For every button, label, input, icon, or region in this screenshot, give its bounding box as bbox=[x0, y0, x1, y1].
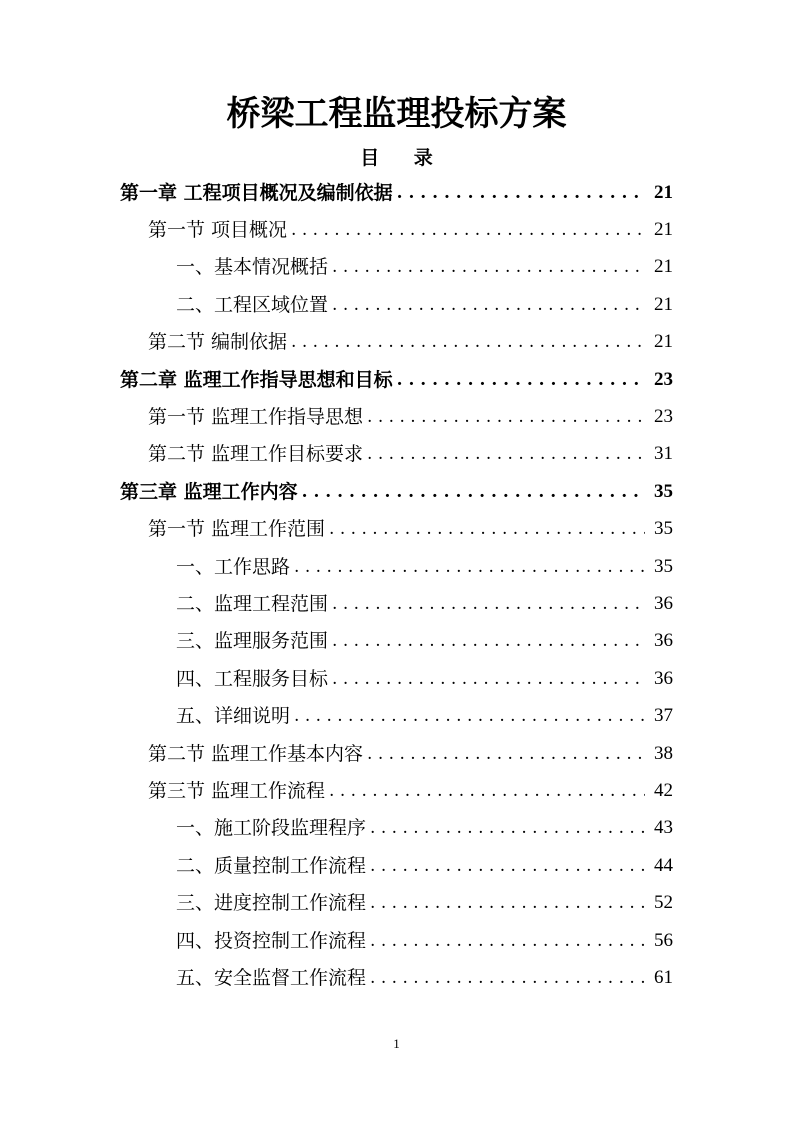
toc-entry[interactable] bbox=[176, 249, 673, 286]
toc-dot-leader bbox=[370, 929, 645, 953]
toc-entry-label: 第二节 监理工作基本内容 bbox=[148, 742, 364, 765]
toc-entry-label: 第二节 编制依据 bbox=[148, 331, 288, 354]
toc-dot-leader bbox=[367, 405, 645, 429]
toc-entry-page: 23 bbox=[654, 368, 673, 390]
toc-entry-label: 一、施工阶段监理程序 bbox=[176, 817, 367, 840]
toc-dot-leader bbox=[332, 667, 645, 691]
toc-entry-label: 第一节 监理工作范围 bbox=[148, 518, 326, 541]
toc-entry-page: 36 bbox=[654, 667, 673, 689]
toc-dot-leader bbox=[291, 330, 645, 354]
toc-dot-leader bbox=[329, 779, 645, 803]
toc-entry-label: 第一节 项目概况 bbox=[148, 218, 288, 241]
toc-entry-page: 23 bbox=[654, 405, 673, 427]
toc-entry-page: 36 bbox=[654, 592, 673, 614]
toc-entry-page: 31 bbox=[654, 443, 673, 465]
toc-entry[interactable] bbox=[120, 174, 673, 211]
toc-entry-page: 44 bbox=[654, 854, 673, 876]
toc-entry[interactable] bbox=[176, 548, 673, 585]
toc-entry[interactable] bbox=[176, 623, 673, 660]
toc-dot-leader bbox=[370, 854, 645, 878]
toc-entry[interactable] bbox=[176, 810, 673, 847]
toc-entry-page: 35 bbox=[654, 480, 673, 502]
toc-entry[interactable] bbox=[148, 511, 673, 548]
toc-entry[interactable] bbox=[148, 211, 673, 248]
toc-entry-page: 61 bbox=[654, 966, 673, 988]
page-number: 1 bbox=[393, 1036, 400, 1051]
toc-entry[interactable] bbox=[176, 286, 673, 323]
toc-heading: 目 录 bbox=[360, 147, 447, 169]
toc-dot-leader bbox=[370, 966, 645, 990]
toc-entry-label: 四、投资控制工作流程 bbox=[176, 929, 367, 952]
toc-entry-page: 38 bbox=[654, 742, 673, 764]
toc-entry-label: 五、详细说明 bbox=[176, 705, 291, 728]
toc-entry-page: 21 bbox=[654, 181, 673, 203]
toc-dot-leader bbox=[397, 368, 645, 392]
toc-entry-label: 第三章 监理工作内容 bbox=[120, 480, 298, 503]
toc-entry[interactable] bbox=[148, 398, 673, 435]
toc-entry-label: 第三节 监理工作流程 bbox=[148, 779, 326, 802]
toc-dot-leader bbox=[370, 891, 645, 915]
toc-dot-leader bbox=[332, 629, 645, 653]
toc-dot-leader bbox=[332, 592, 645, 616]
toc-entry-page: 35 bbox=[654, 518, 673, 540]
toc-entry[interactable] bbox=[176, 959, 673, 996]
toc-entry[interactable] bbox=[176, 885, 673, 922]
toc-entry-page: 56 bbox=[654, 929, 673, 951]
toc-dot-leader bbox=[367, 442, 645, 466]
toc-entry-page: 21 bbox=[654, 331, 673, 353]
toc-entry[interactable] bbox=[176, 660, 673, 697]
toc-entry-label: 第二节 监理工作目标要求 bbox=[148, 443, 364, 466]
toc-entry-label: 三、监理服务范围 bbox=[176, 630, 329, 653]
toc-dot-leader bbox=[332, 255, 645, 279]
toc-entry[interactable] bbox=[148, 772, 673, 809]
toc-entry[interactable] bbox=[120, 473, 673, 510]
toc-entry[interactable] bbox=[148, 324, 673, 361]
toc-entry-label: 第一章 工程项目概况及编制依据 bbox=[120, 181, 393, 204]
toc-dot-leader bbox=[370, 816, 645, 840]
document-title: 桥梁工程监理投标方案 bbox=[226, 94, 567, 134]
toc-entry-label: 二、监理工程范围 bbox=[176, 592, 329, 615]
toc-entry-label: 五、安全监督工作流程 bbox=[176, 966, 367, 989]
toc-dot-leader bbox=[367, 742, 645, 766]
toc-entry-label: 二、工程区域位置 bbox=[176, 293, 329, 316]
toc-dot-leader bbox=[332, 293, 645, 317]
toc-entry-page: 21 bbox=[654, 218, 673, 240]
toc-entry-page: 43 bbox=[654, 817, 673, 839]
toc-entry-page: 36 bbox=[654, 630, 673, 652]
toc-dot-leader bbox=[291, 218, 645, 242]
toc-dot-leader bbox=[329, 517, 645, 541]
toc-entry[interactable] bbox=[176, 847, 673, 884]
toc-entry-page: 37 bbox=[654, 705, 673, 727]
toc-entry-page: 52 bbox=[654, 892, 673, 914]
toc-entry[interactable] bbox=[148, 735, 673, 772]
toc-entry-page: 42 bbox=[654, 779, 673, 801]
toc-dot-leader bbox=[294, 704, 645, 728]
toc-entry-label: 第一节 监理工作指导思想 bbox=[148, 405, 364, 428]
toc-entry-page: 35 bbox=[654, 555, 673, 577]
toc-entry-page: 21 bbox=[654, 293, 673, 315]
toc-dot-leader bbox=[302, 480, 645, 504]
toc-entry-label: 二、质量控制工作流程 bbox=[176, 854, 367, 877]
toc-entry[interactable] bbox=[176, 922, 673, 959]
toc-entry-label: 三、进度控制工作流程 bbox=[176, 892, 367, 915]
toc-entry[interactable] bbox=[176, 698, 673, 735]
toc-entry-page: 21 bbox=[654, 256, 673, 278]
toc-entry-label: 一、基本情况概括 bbox=[176, 256, 329, 279]
toc-entry-label: 四、工程服务目标 bbox=[176, 667, 329, 690]
toc-dot-leader bbox=[397, 181, 645, 205]
toc-entry-label: 一、工作思路 bbox=[176, 555, 291, 578]
toc-dot-leader bbox=[294, 555, 645, 579]
toc-entry[interactable] bbox=[176, 585, 673, 622]
toc-entry[interactable] bbox=[148, 436, 673, 473]
toc-entry-label: 第二章 监理工作指导思想和目标 bbox=[120, 368, 393, 391]
toc-entry[interactable] bbox=[120, 361, 673, 398]
